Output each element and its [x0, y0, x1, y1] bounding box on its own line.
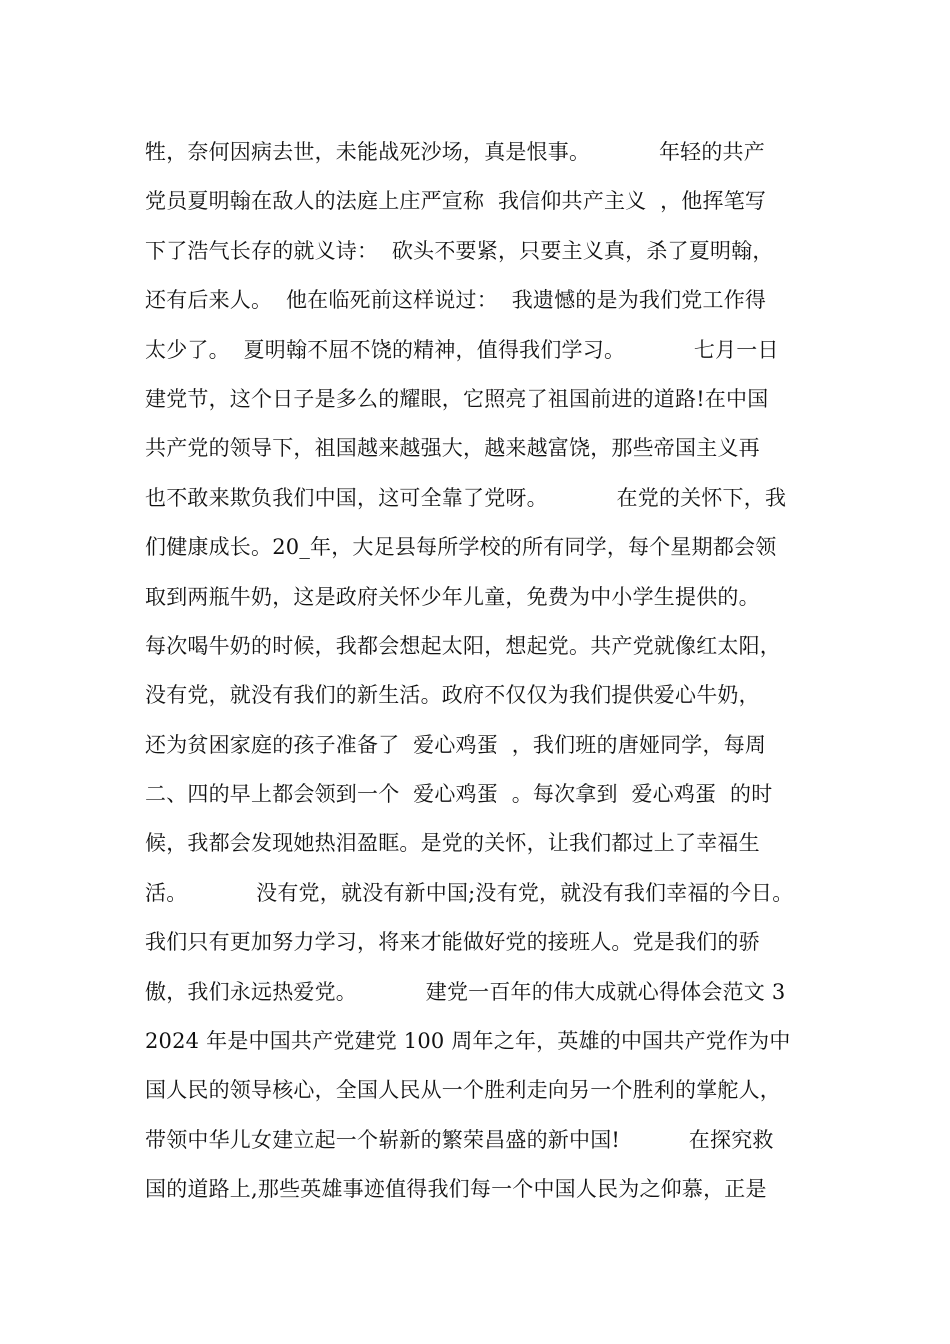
text-line: 国的道路上,那些英雄事迹值得我们每一个中国人民为之仰慕，正是: [145, 1177, 767, 1202]
text-line: 党员夏明翰在敌人的法庭上庄严宣称 我信仰共产主义 ，他挥笔写: [145, 189, 767, 214]
text-line: 建党节，这个日子是多么的耀眼，它照亮了祖国前进的道路!在中国: [145, 386, 769, 411]
text-line: 候，我都会发现她热泪盈眶。是党的关怀，让我们都过上了幸福生: [145, 831, 760, 856]
text-line: 牲，奈何因病去世，未能战死沙场，真是恨事。 年轻的共产: [145, 140, 765, 164]
text-line: 还为贫困家庭的孩子准备了 爱心鸡蛋 ，我们班的唐娅同学，每周: [145, 732, 767, 757]
text-line: 取到两瓶牛奶，这是政府关怀少年儿童，免费为中小学生提供的。: [145, 584, 760, 609]
text-line: 太少了。 夏明翰不屈不饶的精神，值得我们学习。 七月一日: [145, 337, 779, 362]
text-line: 傲，我们永远热爱党。 建党一百年的伟大成就心得体会范文 3: [145, 979, 786, 1004]
text-line: 共产党的领导下，祖国越来越强大，越来越富饶，那些帝国主义再: [145, 436, 760, 461]
text-line: 活。 没有党，就没有新中国;没有党，就没有我们幸福的今日。: [145, 880, 794, 905]
text-line: 下了浩气长存的就义诗： 砍头不要紧，只要主义真，杀了夏明翰，: [145, 238, 774, 263]
text-line: 国人民的领导核心，全国人民从一个胜利走向另一个胜利的掌舵人，: [145, 1078, 781, 1103]
body-text: [145, 128, 845, 1215]
text-line: 也不敢来欺负我们中国，这可全靠了党呀。 在党的关怀下，我: [145, 485, 787, 510]
text-line: 二、四的早上都会领到一个 爱心鸡蛋 。每次拿到 爱心鸡蛋 的时: [145, 782, 773, 807]
text-line: 每次喝牛奶的时候，我都会想起太阳，想起党。共产党就像红太阳，: [145, 633, 781, 658]
text-line: 我们只有更加努力学习，将来才能做好党的接班人。党是我们的骄: [145, 930, 760, 955]
text-line: 2024 年是中国共产党建党 100 周年之年，英雄的中国共产党作为中: [145, 1029, 791, 1054]
text-line: 还有后来人。 他在临死前这样说过： 我遗憾的是为我们党工作得: [145, 288, 767, 313]
text-line: 没有党，就没有我们的新生活。政府不仅仅为我们提供爱心牛奶，: [145, 683, 760, 708]
text-line: 带领中华儿女建立起一个崭新的繁荣昌盛的新中国! 在探究救: [145, 1127, 774, 1152]
text-line: 们健康成长。20_年，大足县每所学校的所有同学，每个星期都会领: [145, 535, 777, 560]
